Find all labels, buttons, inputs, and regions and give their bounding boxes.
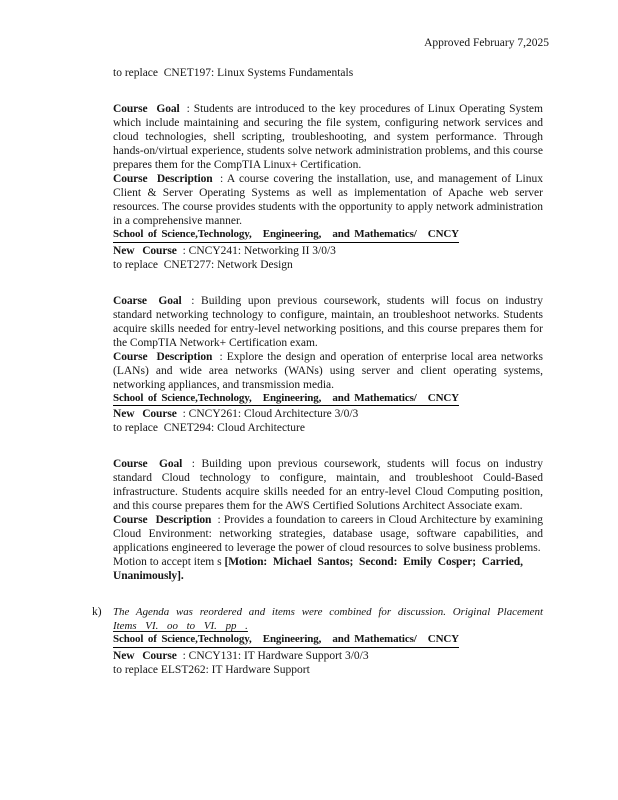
replace-line: to replace CNET294: Cloud Architecture — [113, 422, 305, 434]
school-segment: and Mathematics/ — [332, 228, 417, 240]
entry-tail — [113, 66, 543, 80]
school-department-line — [113, 228, 459, 243]
agenda-item-label: k) — [92, 606, 102, 618]
course-description-paragraph: Course Description : Provides a foundation to careers in Cloud Architecture by examining Cloud Environment: networking strategies, database usage, software capabilities, and applications engineered to leverage the power of cloud resources to solve business problems. — [113, 514, 543, 554]
new-course-line: New Course : CNCY131: IT Hardware Support 3/0/3 — [113, 649, 369, 662]
replace-line: to replace CNET197: Linux Systems Fundamentals — [113, 67, 354, 79]
school-segment: CNCY — [427, 391, 459, 404]
school-segment: Engineering, — [262, 228, 322, 240]
school-segment: School of Science,Technology, — [113, 391, 252, 404]
new-course-label: New Course — [113, 408, 177, 420]
course-description-label: Course Description — [113, 350, 213, 363]
school-segment: CNCY — [427, 228, 459, 240]
course-description-paragraph: Course Description : A course covering the installation, use, and management of Linux Client & Server Operating Systems as well as implementation of Apache web server resources. The course provides students with the opportunity to apply network administration in a comprehensive manner. — [113, 173, 543, 227]
school-segment: CNCY — [427, 633, 459, 645]
course-goal-label: Coarse Goal — [113, 294, 182, 307]
agenda-note-line-2 — [113, 619, 543, 633]
course-goal-paragraph: Course Goal : Building upon previous coursework, students will focus on industry standard Cloud technology to configure, maintain, and troubleshoot Could-Based infrastructure. Students acquire skills needed for an entry-level Cloud Computing position, and this course prepares them for the AWS Certified Solutions Architect Associate exam. — [113, 458, 543, 512]
new-course-line: New Course : CNCY241: Networking II 3/0/3 — [113, 244, 336, 257]
course-goal-paragraph: Coarse Goal : Building upon previous coursework, students will focus on industry standard networking technology to configure, maintain, an troubleshoot networks. Students acquire skills needed for entry-level networking positions, and this course prepares them for the CompTIA Network+ Certification exam. — [113, 294, 543, 349]
new-course-label: New Course — [113, 649, 177, 662]
new-course-label: New Course — [113, 244, 177, 257]
school-segment: and Mathematics/ — [332, 391, 417, 404]
agenda-note-line-1: The Agenda was reordered and items were combined for discussion. Original Placement — [113, 606, 543, 618]
entry-course — [113, 294, 543, 436]
document-body — [92, 66, 543, 677]
school-segment: Engineering, — [262, 391, 322, 404]
replace-line: to replace ELST262: IT Hardware Support — [113, 663, 310, 676]
course-description-label: Course Description — [113, 514, 212, 526]
course-goal-label: Course Goal — [113, 458, 183, 470]
school-segment: School of Science,Technology, — [113, 228, 252, 240]
course-description-paragraph: Course Description : Explore the design and operation of enterprise local area networks (LANs) and wide area networks (WANs) using server and client operating systems, networking appliances, and transmission media. — [113, 350, 543, 391]
course-goal-label: Course Goal — [113, 103, 180, 115]
course-description-label: Course Description — [113, 173, 213, 185]
motion-detail: [Motion: Michael Santos; Second: Emily Cosper; Carried, Unanimously]. — [113, 556, 523, 582]
school-segment: Engineering, — [262, 633, 322, 645]
entry-course — [113, 102, 543, 272]
motion-line: Motion to accept item s [Motion: Michael Santos; Second: Emily Cosper; Carried, Unanimously]. — [113, 556, 523, 582]
approved-date: Approved February 7,2025 — [424, 37, 549, 49]
new-course-line: New Course : CNCY261: Cloud Architecture 3/0/3 — [113, 408, 359, 420]
entry-motion-course — [113, 457, 543, 583]
school-segment: and Mathematics/ — [332, 633, 417, 645]
agenda-note-items-range: Items VI. oo to VI. pp . — [113, 620, 248, 632]
school-department-line — [113, 392, 459, 407]
course-goal-paragraph: Course Goal : Students are introduced to the key procedures of Linux Operating System which include maintaining and securing the file system, configuring network services and cloud technologies, shell scripting, troubleshooting, and system performance. Through hands-on/virtual experience, students solve network administration problems, and this course prepares them for the CompTIA Linux+ Certification. — [113, 103, 543, 171]
school-segment: School of Science,Technology, — [113, 633, 252, 645]
replace-line: to replace CNET277: Network Design — [113, 258, 293, 271]
school-department-line — [113, 633, 459, 648]
entry-agenda-item — [92, 605, 543, 677]
